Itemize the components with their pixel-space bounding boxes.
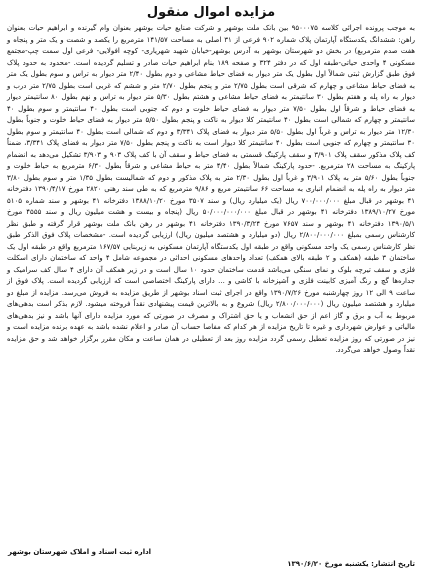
notice-body: [7, 23, 415, 357]
paragraph-property-description: به موجب پرونده اجرائی کلاسه ۹۵۰۰۰۷۵ بین بانک ملت بوشهر و شرکت صنایع حیات بوشهر بعنوان وام گیرنده و ابراهیم حیات بعنوان راهن: ششدانگ یکدستگاه آپارتمان پلاک شماره ۹۰۲ فرعی از ۳۱ اصلی به مساحت ۱۴۱/۵۷ مترمربع را یکصد و شصت و یک متر و پنجاه و هفت صدم مترمربع) در بخش دو شهرستان بوشهر به آدرس بوشهر-خیابان شهید شهریاری- کوچه افولایی- فرعی اول سمت چپ-مجتمع مسکونی ۴ واحدی حیاتی-طبقه اول که در دفتر ۳۲۴ و صفحه ۱۸۹ بنام ابراهیم حیات صادر و تسلیم گردیده است.: [7, 24, 416, 67]
paragraph-parking-boundaries: -حدود پارکینگ شمالاً بطول ۴/۴۰ متر به حیاط مشاعی و شرقاً بطول ۶/۳۰ مترمربع به حیاط خلوت و جنوباً بطول ۵/۶۰ متر به پلاک ۳/۹۰۱ و غرباً اول بطول ۲/۳۰ متر به پلاک مذکور و دوم که شمالیست بطول ۱/۳۵ متر و سوم بطول ۳/۸۰ متر دیوار به راه پله به انضمام انباری به مساحت ۶۶ سانتیمتر مربع و ۹/۸۶ مترمربع که به طی سند رهنی ۲۸۲۰ مورخ ۱۳۹۰/۴/۱۷ دفترخانه ۴۱ بوشهر در قبال مبلغ ۷۰۰/۰۰۰/۰۰۰ ریال (یک میلیارد ریال) و سند ۳۵۰۷ مورخ ۱۳۸۸/۱۰/۲۰ دفترخانه ۴۱ بوشهر و سند شماره ۵۱۰۵ مورخ ۱۳۸۹/۱۰/۲۷ دفترخانه ۴۱ بوشهر در قبال مبلغ ۵۰/۰۰۰/۰۰۰/۰۰۰ ریال (پنجاه و بیست و هشت میلیون ریال و سند ۴۵۵۵ مورخ ۱۳۹۰/۵/۱ دفترخانه ۴۱ بوشهر و سند ۷۶۵۷ مورخ ۱۳۹۰/۳/۲۴ دفترخانه ۴۱ بوشهر در رهن بانک ملت بوشهر قرار گرفته و طبق نظر کارشناس رسمی بمبلغ ۲/۸۰۰/۰۰۰/۰۰۰ ریال (دو میلیارد و هشتصد میلیون ریال) ارزیابی گردیده است.: [7, 162, 416, 239]
paragraph-boundaries: -محدود به حدود پلاک فوق طبق گزارش ثبتی شمالاً اول بطول یک متر دیوار به فضای حیاط مشاعی و دوم بطول ۲/۴۰ متر دیوار به تراس و سوم بطول یک متر به فضای حیاط مشاعی و چهارم که شرقی است بطول ۲/۷۵ متر و پنجم بطول ۲/۷۰ متر و ششم که غربی است بطول ۲/۷۵ متر درب و دیوار به راه پله و هفتم بطول ۳۰ سانتیمتر به فضای حیاط مشاعی و هشتم بطول ۵/۳۰ متر دیوار به تراس و نهم بطول ۸۰ سانتیمتر دیوار به فضای حیاط و شرقاً اول بطول ۷/۵۰ متر دیوار به فضای حیاط خلوت و دوم که جنوبی است بطول ۴۰ سانتیمتر و سوم بطول ۴۰ سانتیمتر و چهارم که شمالی است بطول ۴۰ سانتیمتر کلا دیوار به ناکت و پنجم بطول ۵/۵۰ متر دیوار به فضای حیاط خلوت و جنوباً بطول ۱۲/۳۰ متر دیوار به تراس و غرباً اول بطول ۵/۵۰ متر دیوار به فضای پلاک ۳/۳۴۱ و دوم که شمالی است بطول ۴۰ سانتیمتر و سوم بطول ۳۰ سانتیمتر و چهارم که جنوبی است بطول ۴۰ سانتیمتر کلا دیوار است به ناکت و پنجم بطول ۷/۵۰ متر دیوار به فضای پلاک ۳/۳۴۱، ضمناً کف پلاک مذکور سقف پلاک ۳/۹۰۱ و سقف پارکینگ قسمتی به فضای حیاط و سقف آن با کف پلاک ۹۰۳ و ۳/۹۰۳ تشکیل می‌دهد به انضمام پارکینگ به مساحت ۲۸ مترمربع.: [7, 58, 416, 170]
publish-date: تاریخ انتشار: یکشنبه مورخ ۱۳۹۰/۶/۲۰: [287, 560, 415, 568]
notice-title: مزایده اموال منقول: [146, 5, 276, 20]
paragraph-expert-specs: -مشخصات پلاک فوق الذکر طبق نظر کارشناس رسمی یک واحد مسکونی واقع در طبقه اول یکدستگاه آپارتمان مسکونی به زیربنایی ۱۶۷/۵۷ مترمربع واقع در طبقه اول یک ساختمان ۳ طبقه (همکف و ۲ طبقه بالای همکف) تعداد واحدهای مسکونی احداثی در مجموعه شامل ۴ واحد که ساختمان دارای اسکلت فلزی و سقف تیرچه بلوک و نمای سنگی می‌باشد قدمت ساختمان حدود ۱۰ سال است و در زیر همکف آن دارای ۴ سال کف سرامیک و جداره‌ها گچ و رنگ آمیزی کابینت فلزی و آشپزخانه با کاشی و ... دارای پارکینگ اختصاصی است که ارزیابی گردیده است.: [7, 231, 416, 285]
paragraph-auction-terms: مزایده از مبلغ دو میلیارد و هشتصد میلیون ریال (۲/۸۰۰/۰۰۰/۰۰۰ ریال) شروع و به بالاترین قیمت پیشنهادی نقداً فروخته میشود. لازم بذکر است بدهی‌های مربوط به آب و برق و گاز اعم از حق انشعاب و یا حق اشتراک و مصرف در صورتی که مورد مزایده دارای آنها باشد و نیز بدهی‌های مالیاتی و عوارض شهرداری و غیره تا تاریخ مزایده از هر کدام که مفاصا حساب آن صادر و اعلام نشده باشد به عهده برنده مزایده است و نیز در صورتی که روز مزایده تعطیل رسمی گردد مزایده روز بعد از تعطیلی در همان ساعت و مکان مقرر برگزار خواهد شد و حق مزایده نقداً وصول خواهد می‌گردد.: [7, 288, 415, 354]
notice-footer: [8, 546, 415, 570]
paragraph-auction-time: پلاک فوق از ساعت ۹ الی ۱۲ روز چهارشنبه مورخ ۱۳۹۰/۷/۲۶ واقع در اجرای ثبت اسناد بوشهر از طریق مزایده به فروش می‌رسد.: [7, 277, 415, 297]
issuer-name: اداره ثبت اسناد و املاک شهرستان بوشهر: [8, 548, 152, 556]
